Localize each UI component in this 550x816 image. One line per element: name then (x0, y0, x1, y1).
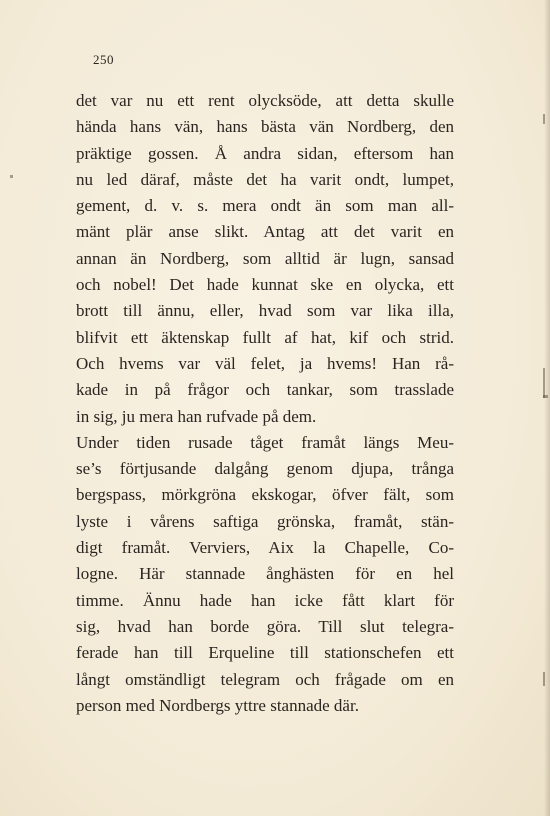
text-line: hända hans vän, hans bästa vän Nordberg, den (76, 117, 454, 137)
text-line: Under tiden rusade tåget framåt längs Meu- (76, 432, 454, 452)
margin-speck (10, 175, 13, 178)
text-line: och nobel! Det hade kunnat ske en olycka, ett (76, 275, 454, 295)
text-line: se’s förtjusande dalgång genom djupa, trånga (76, 459, 454, 479)
text-line: ferade han till Erqueline till stationschefen ett (76, 643, 454, 663)
margin-speck (543, 395, 548, 398)
margin-speck (543, 672, 545, 686)
text-line: digt framåt. Verviers, Aix la Chapelle, Co- (76, 538, 454, 558)
text-line: mänt plär anse slikt. Antag att det varit en (76, 222, 454, 242)
text-line: präktige gossen. Å andra sidan, eftersom han (76, 143, 454, 163)
text-line: sig, hvad han borde göra. Till slut telegra- (76, 616, 454, 636)
text-line: annan än Nordberg, som alltid är lugn, sansad (76, 248, 454, 268)
text-line: brott till ännu, eller, hvad som var lika illa, (76, 301, 454, 321)
text-line: Och hvems var väl felet, ja hvems! Han rå- (76, 353, 454, 373)
text-line: kade in på frågor och tankar, som trasslade (76, 380, 454, 400)
text-line: blifvit ett äktenskap fullt af hat, kif och strid. (76, 327, 454, 347)
text-line: det var nu ett rent olycksöde, att detta skulle (76, 91, 454, 110)
text-line: gement, d. v. s. mera ondt än som man all- (76, 196, 454, 216)
text-line: timme. Ännu hade han icke fått klart för (76, 590, 454, 610)
margin-speck (543, 114, 545, 124)
text-line: långt omständligt telegram och frågade om en (76, 669, 454, 689)
body-text (76, 88, 454, 719)
text-line: logne. Här stannade ånghästen för en hel (76, 564, 454, 584)
text-line: bergspass, mörkgröna ekskogar, öfver fält, som (76, 485, 454, 505)
text-line: lyste i vårens saftiga grönska, framåt, stän- (76, 511, 454, 531)
margin-speck (543, 368, 545, 398)
text-line: nu led däraf, måste det ha varit ondt, lumpet, (76, 169, 454, 189)
text-line: person med Nordbergs yttre stannade där. (76, 695, 359, 715)
page-number: 250 (93, 52, 114, 67)
text-line: in sig, ju mera han rufvade på dem. (76, 406, 317, 426)
